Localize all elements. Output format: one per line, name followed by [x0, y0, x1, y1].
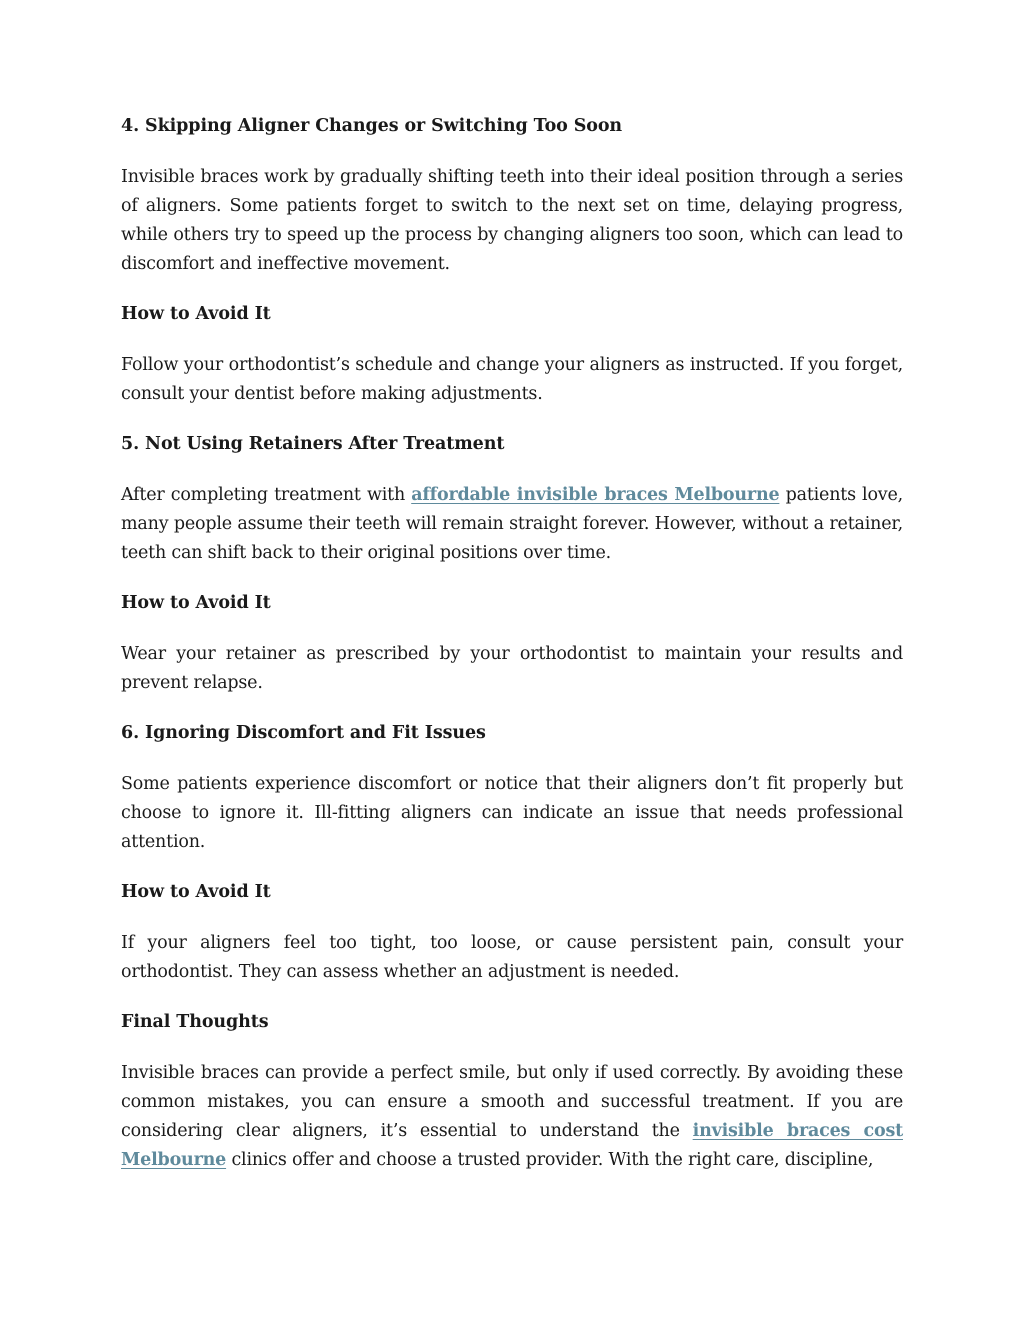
section-paragraph-ignoring-discomfort: Some patients experience discomfort or notice that their aligners don’t fit properly but choose to ignore it. Ill-fitting aligners can indicate an issue that needs professional attention.: [121, 774, 903, 852]
section-heading-how-to-avoid-1: How to Avoid It: [121, 304, 271, 324]
section-heading-final-thoughts: Final Thoughts: [121, 1012, 269, 1032]
section-paragraph-how-to-avoid-3: If your aligners feel too tight, too loose, or cause persistent pain, consult your orthodontist. They can assess whether an adjustment is needed.: [121, 933, 903, 982]
section-paragraph-not-using-retainers: [121, 481, 903, 568]
section-paragraph-how-to-avoid-1: Follow your orthodontist’s schedule and change your aligners as instructed. If you forget, consult your dentist before making adjustments.: [121, 355, 903, 404]
section-heading-ignoring-discomfort: 6. Ignoring Discomfort and Fit Issues: [121, 723, 486, 743]
section-paragraph-how-to-avoid-2: Wear your retainer as prescribed by your orthodontist to maintain your results and prevent relapse.: [121, 644, 903, 693]
document-page: [121, 112, 903, 1175]
section-heading-not-using-retainers: 5. Not Using Retainers After Treatment: [121, 434, 505, 454]
paragraph-text-after-link: clinics offer and choose a trusted provider. With the right care, discipline,: [226, 1150, 874, 1170]
section-paragraph-skipping-aligner-changes: Invisible braces work by gradually shifting teeth into their ideal position through a series of aligners. Some patients forget to switch to the next set on time, delaying progress, while others try to speed up the process by changing aligners too soon, which can lead to discomfort and ineffective movement.: [121, 167, 903, 274]
invisible-braces-cost-link[interactable]: invisible braces cost Melbourne: [121, 1121, 903, 1170]
section-heading-how-to-avoid-3: How to Avoid It: [121, 882, 271, 902]
affordable-invisible-braces-link[interactable]: affordable invisible braces Melbourne: [411, 485, 780, 505]
section-paragraph-final-thoughts: [121, 1059, 903, 1175]
section-heading-skipping-aligner-changes: 4. Skipping Aligner Changes or Switching Too Soon: [121, 116, 623, 136]
paragraph-text-after-link: patients love, many people assume their teeth will remain straight forever. However, without a retainer, teeth can shift back to their original positions over time.: [121, 485, 903, 563]
paragraph-text-before-link: Invisible braces can provide a perfect smile, but only if used correctly. By avoiding these common mistakes, you can ensure a smooth and successful treatment. If you are considering clear aligners, it’s essential to understand the: [121, 1063, 903, 1141]
paragraph-text-before-link: After completing treatment with: [121, 485, 412, 505]
section-heading-how-to-avoid-2: How to Avoid It: [121, 593, 271, 613]
